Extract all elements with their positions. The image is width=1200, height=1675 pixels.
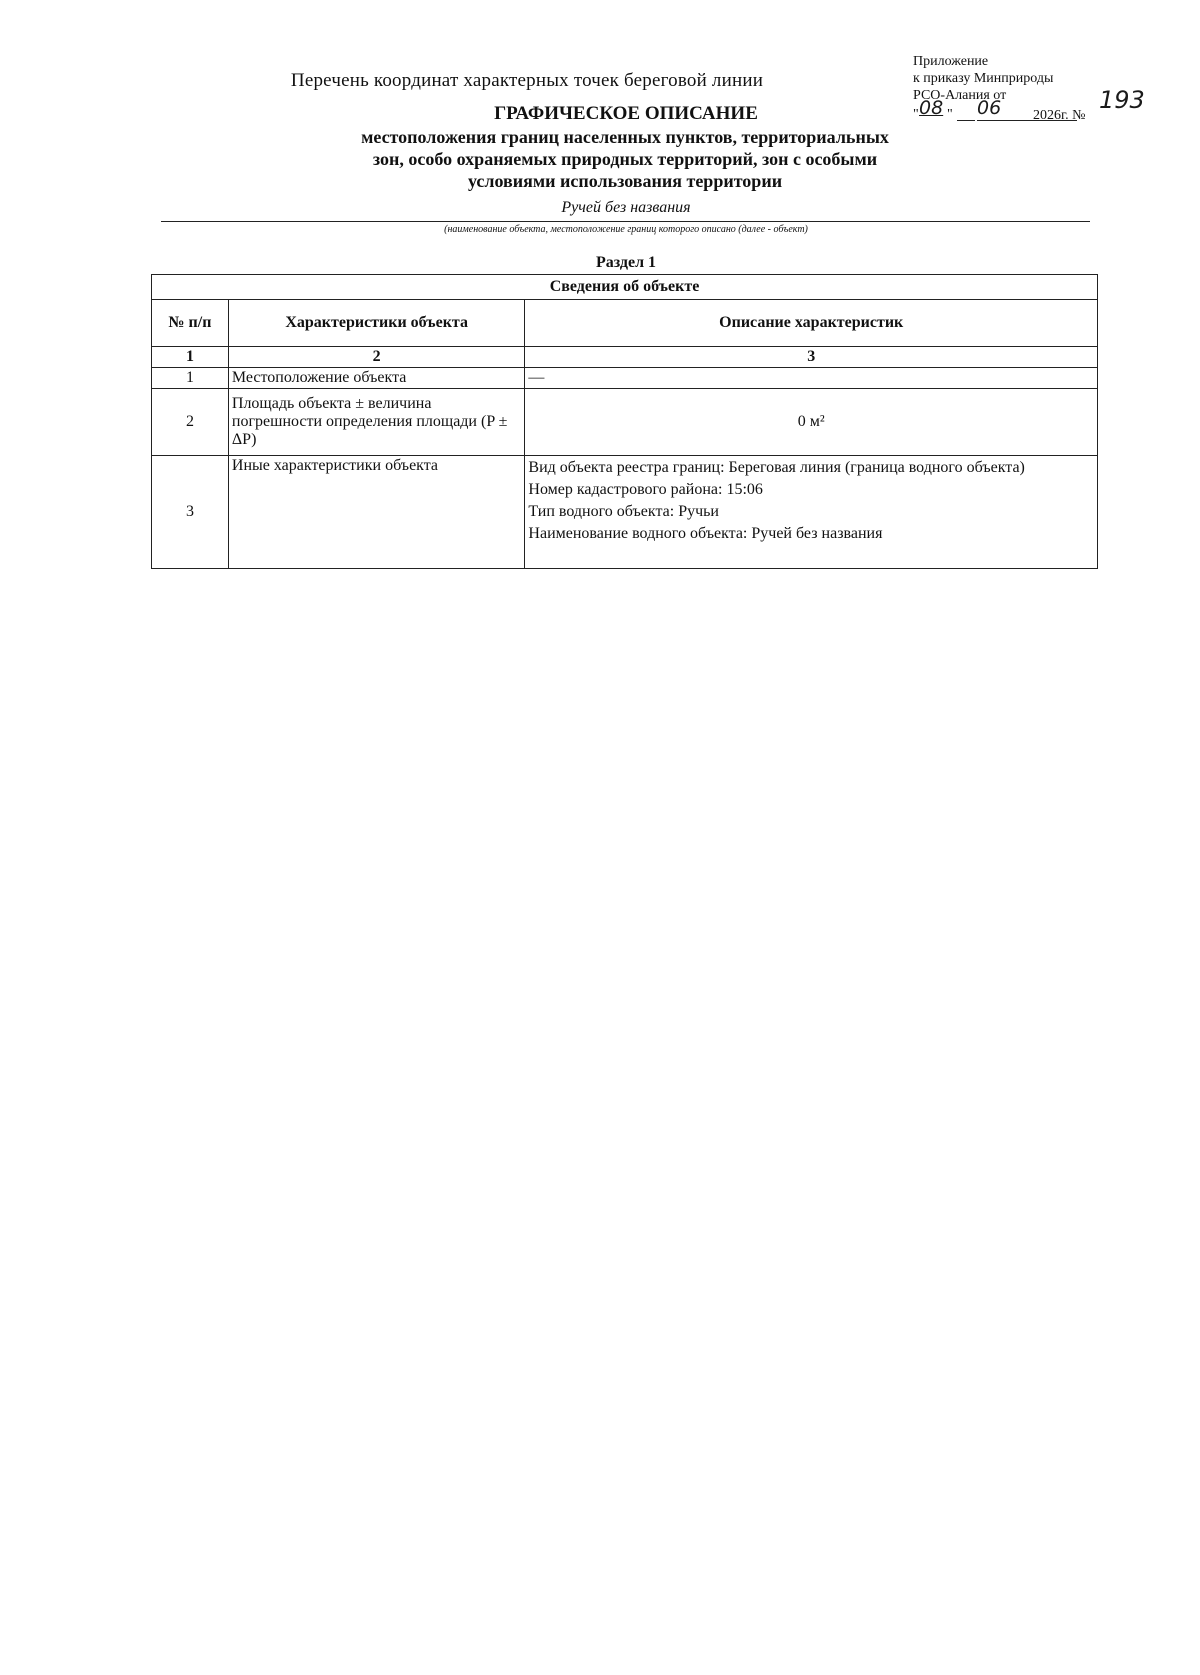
object-caption: (наименование объекта, местоположение границ которого описано (далее - объект)	[444, 224, 808, 235]
date-quote-close: "	[947, 107, 953, 122]
row-1-characteristic: Местоположение объекта	[228, 368, 525, 389]
table-column-numbers-row	[152, 347, 1098, 368]
row-3-num: 3	[152, 456, 229, 569]
object-info-table	[151, 274, 1098, 569]
row-3-characteristic: Иные характеристики объекта	[228, 456, 525, 569]
row-3-description-line-3: Тип водного объекта: Ручьи	[528, 503, 719, 520]
object-name: Ручей без названия	[561, 199, 691, 216]
table-title: Сведения об объекте	[152, 275, 1098, 300]
date-day: 08	[919, 97, 944, 119]
table-row	[152, 368, 1098, 389]
column-header-description: Описание характеристик	[525, 300, 1098, 347]
row-2-description: 0 м²	[525, 389, 1098, 456]
subtitle-line-3: условиями использования территории	[467, 171, 783, 191]
order-number: 193	[1099, 86, 1145, 114]
appendix-line-1: Приложение	[913, 54, 989, 69]
subtitle-line-1: местоположения границ населенных пунктов, территориальных	[361, 127, 889, 147]
table-header-row	[152, 300, 1098, 347]
column-number-2: 2	[228, 347, 525, 368]
row-1-description: —	[525, 368, 1098, 389]
row-3-description	[525, 456, 1098, 569]
row-3-description-line-1: Вид объекта реестра границ: Береговая линия (граница водного объекта)	[528, 459, 1025, 476]
row-3-description-line-2: Номер кадастрового района: 15:06	[528, 481, 763, 498]
appendix-line-3: РСО-Алания от	[913, 88, 1007, 103]
row-3-description-line-4: Наименование водного объекта: Ручей без названия	[528, 525, 883, 542]
column-header-num: № п/п	[152, 300, 229, 347]
column-header-characteristic: Характеристики объекта	[228, 300, 525, 347]
subtitle-line-2: зон, особо охраняемых природных территорий, зон с особыми	[372, 149, 878, 169]
section-title: Раздел 1	[595, 254, 657, 271]
date-quote-open: "	[913, 107, 919, 122]
date-month: 06	[977, 97, 1002, 119]
date-year: 2026г. №	[1033, 108, 1086, 123]
object-name-underline	[161, 221, 1090, 222]
main-title: ГРАФИЧЕСКОЕ ОПИСАНИЕ	[494, 103, 758, 124]
column-number-1: 1	[152, 347, 229, 368]
row-2-characteristic: Площадь объекта ± величина погрешности определения площади (P ± ΔP)	[228, 389, 525, 456]
subtitle	[305, 126, 945, 192]
table-title-row	[152, 275, 1098, 300]
table-row	[152, 456, 1098, 569]
row-1-num: 1	[152, 368, 229, 389]
column-number-3: 3	[525, 347, 1098, 368]
table-row	[152, 389, 1098, 456]
top-title: Перечень координат характерных точек береговой линии	[290, 70, 764, 91]
appendix-line-2: к приказу Минприроды	[913, 71, 1054, 86]
row-2-num: 2	[152, 389, 229, 456]
